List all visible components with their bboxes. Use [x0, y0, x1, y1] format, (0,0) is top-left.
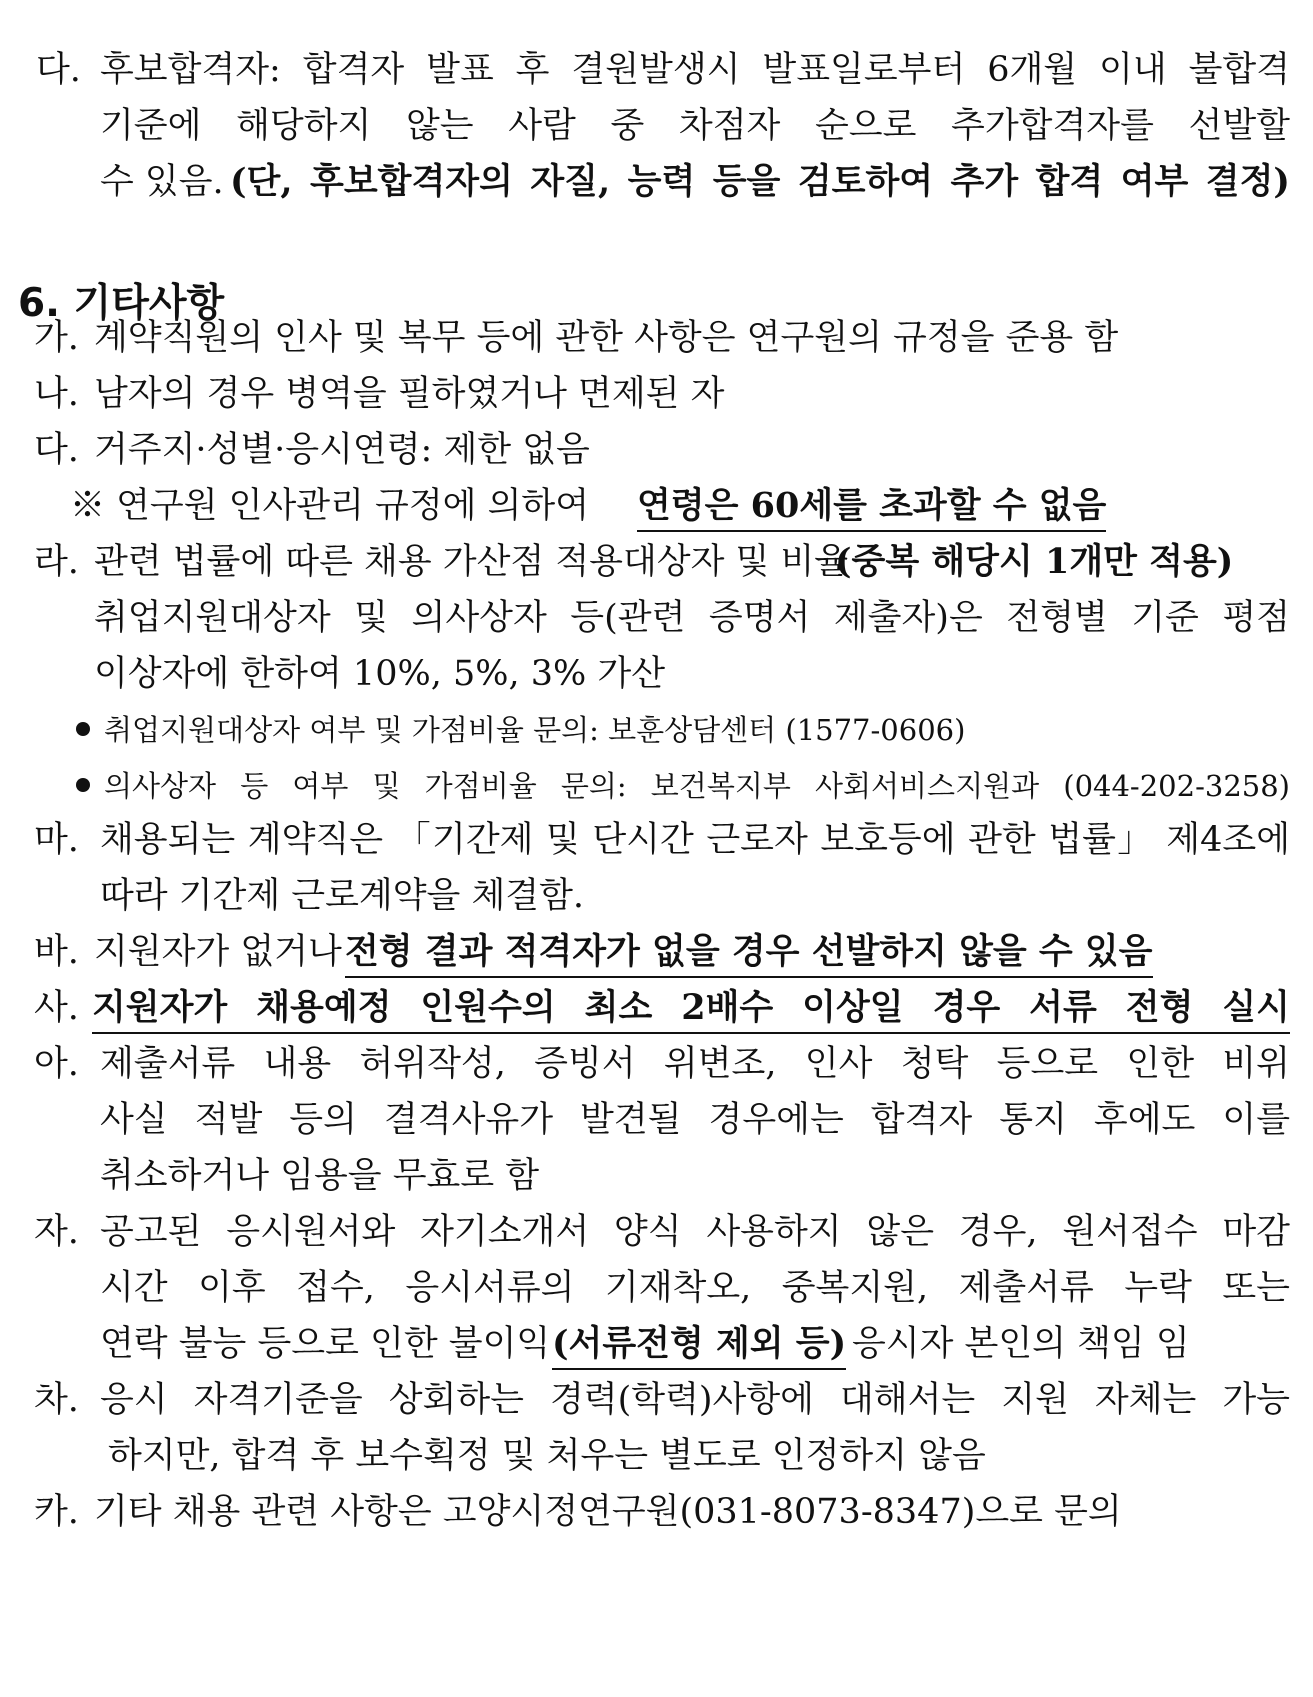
- item-text: 제출서류 내용 허위작성, 증빙서 위변조, 인사 청탁 등으로 인한 비위: [100, 1044, 1290, 1084]
- item-text: 응시 자격기준을 상회하는 경력(학력)사항에 대해서는 지원 자체는 가능: [100, 1380, 1290, 1420]
- item-text: 남자의 경우 병역을 필하였거나 면제된 자: [94, 374, 725, 414]
- item-ma-line-2: [0, 874, 1313, 918]
- item-ba: [0, 930, 1313, 974]
- item-text: 지원자가 없거나: [94, 932, 342, 972]
- top-item-line-1: [0, 48, 1313, 92]
- item-ja-line-1: [0, 1210, 1313, 1254]
- item-text: 기준에 해당하지 않는 사람 중 차점자 순으로 추가합격자를 선발할: [100, 106, 1290, 146]
- item-ka: [0, 1490, 1313, 1534]
- item-marker: 카.: [34, 1492, 79, 1532]
- item-cha-line-2: [0, 1434, 1313, 1478]
- item-ja-line-2: [0, 1266, 1313, 1310]
- item-text: 연락 불능 등으로 인한 불이익: [100, 1324, 551, 1364]
- item-text: 거주지·성별·응시연령: 제한 없음: [94, 430, 590, 470]
- item-text: 시간 이후 접수, 응시서류의 기재착오, 중복지원, 제출서류 누락 또는: [100, 1268, 1290, 1308]
- bullet-dot-icon: [76, 722, 90, 736]
- section-heading: 6. 기타사항: [18, 281, 225, 326]
- item-da: [0, 428, 1313, 472]
- item-na: [0, 372, 1313, 416]
- item-cha-line-1: [0, 1378, 1313, 1422]
- item-marker: 다.: [36, 50, 81, 90]
- item-text: 응시자 본인의 책임 임: [852, 1324, 1190, 1364]
- item-sa: [0, 986, 1313, 1030]
- item-ja-line-3: [0, 1322, 1313, 1366]
- item-text: 이상자에 한하여 10%, 5%, 3% 가산: [94, 654, 666, 694]
- item-marker: 자.: [34, 1212, 79, 1252]
- item-text-bold: (단, 후보합격자의 자질, 능력 등을 검토하여 추가 합격 여부 결정): [230, 161, 1290, 202]
- item-da-note: [0, 484, 1313, 528]
- bullet-dot-icon: [76, 778, 90, 792]
- item-marker: 사.: [34, 988, 79, 1028]
- item-ra-bullet-2: [0, 764, 1313, 808]
- bullet-text: 의사상자 등 여부 및 가점비율 문의: 보건복지부 사회서비스지원과 (044-202-3258): [104, 769, 1290, 803]
- item-text: 수 있음.: [100, 162, 224, 202]
- item-marker: 마.: [34, 820, 79, 860]
- item-a-line-1: [0, 1042, 1313, 1086]
- item-marker: 가.: [34, 318, 79, 358]
- item-text: 사실 적발 등의 결격사유가 발견될 경우에는 합격자 통지 후에도 이를: [100, 1100, 1290, 1140]
- item-text-emphasis: 지원자가 채용예정 인원수의 최소 2배수 이상일 경우 서류 전형 실시: [92, 986, 1290, 1034]
- note-text-emphasis: 연령은 60세를 초과할 수 없음: [637, 484, 1106, 532]
- item-text: 따라 기간제 근로계약을 체결함.: [100, 876, 585, 916]
- item-a-line-2: [0, 1098, 1313, 1142]
- item-ra-line-3: [0, 652, 1313, 696]
- item-marker: 다.: [34, 430, 79, 470]
- item-marker: 아.: [34, 1044, 79, 1084]
- item-marker: 차.: [34, 1380, 79, 1420]
- note-text: ※ 연구원 인사관리 규정에 의하여: [70, 486, 590, 526]
- item-marker: 나.: [34, 374, 79, 414]
- item-ga: [0, 316, 1313, 360]
- item-text: 관련 법률에 따른 채용 가산점 적용대상자 및 비율: [94, 542, 849, 582]
- item-ma-line-1: [0, 818, 1313, 862]
- item-text: 취소하거나 임용을 무효로 함: [100, 1156, 540, 1196]
- item-text: 공고된 응시원서와 자기소개서 양식 사용하지 않은 경우, 원서접수 마감: [100, 1212, 1290, 1252]
- item-text-emphasis: (서류전형 제외 등): [552, 1322, 846, 1370]
- top-item-line-3: [0, 160, 1313, 204]
- bullet-text: 취업지원대상자 여부 및 가점비율 문의: 보훈상담센터 (1577-0606): [104, 713, 966, 747]
- item-text: 기타 채용 관련 사항은 고양시정연구원(031-8073-8347)으로 문의: [94, 1492, 1122, 1532]
- item-ra-line-2: [0, 596, 1313, 640]
- item-marker: 라.: [34, 542, 79, 582]
- top-item-line-2: [0, 104, 1313, 148]
- item-text: 채용되는 계약직은 「기간제 및 단시간 근로자 보호등에 관한 법률」 제4조에: [100, 820, 1290, 860]
- item-text-emphasis: 전형 결과 적격자가 없을 경우 선발하지 않을 수 있음: [345, 930, 1153, 978]
- item-ra-bullet-1: [0, 708, 1313, 752]
- item-text: 취업지원대상자 및 의사상자 등(관련 증명서 제출자)은 전형별 기준 평점: [94, 598, 1290, 638]
- item-text-bold: (중복 해당시 1개만 적용): [835, 541, 1234, 582]
- item-marker: 바.: [34, 932, 79, 972]
- item-text: 계약직원의 인사 및 복무 등에 관한 사항은 연구원의 규정을 준용 함: [94, 318, 1119, 358]
- item-ra-line-1: [0, 540, 1313, 584]
- item-a-line-3: [0, 1154, 1313, 1198]
- item-text: 후보합격자: 합격자 발표 후 결원발생시 발표일로부터 6개월 이내 불합격: [100, 50, 1290, 90]
- item-text: 하지만, 합격 후 보수획정 및 처우는 별도로 인정하지 않음: [108, 1436, 986, 1476]
